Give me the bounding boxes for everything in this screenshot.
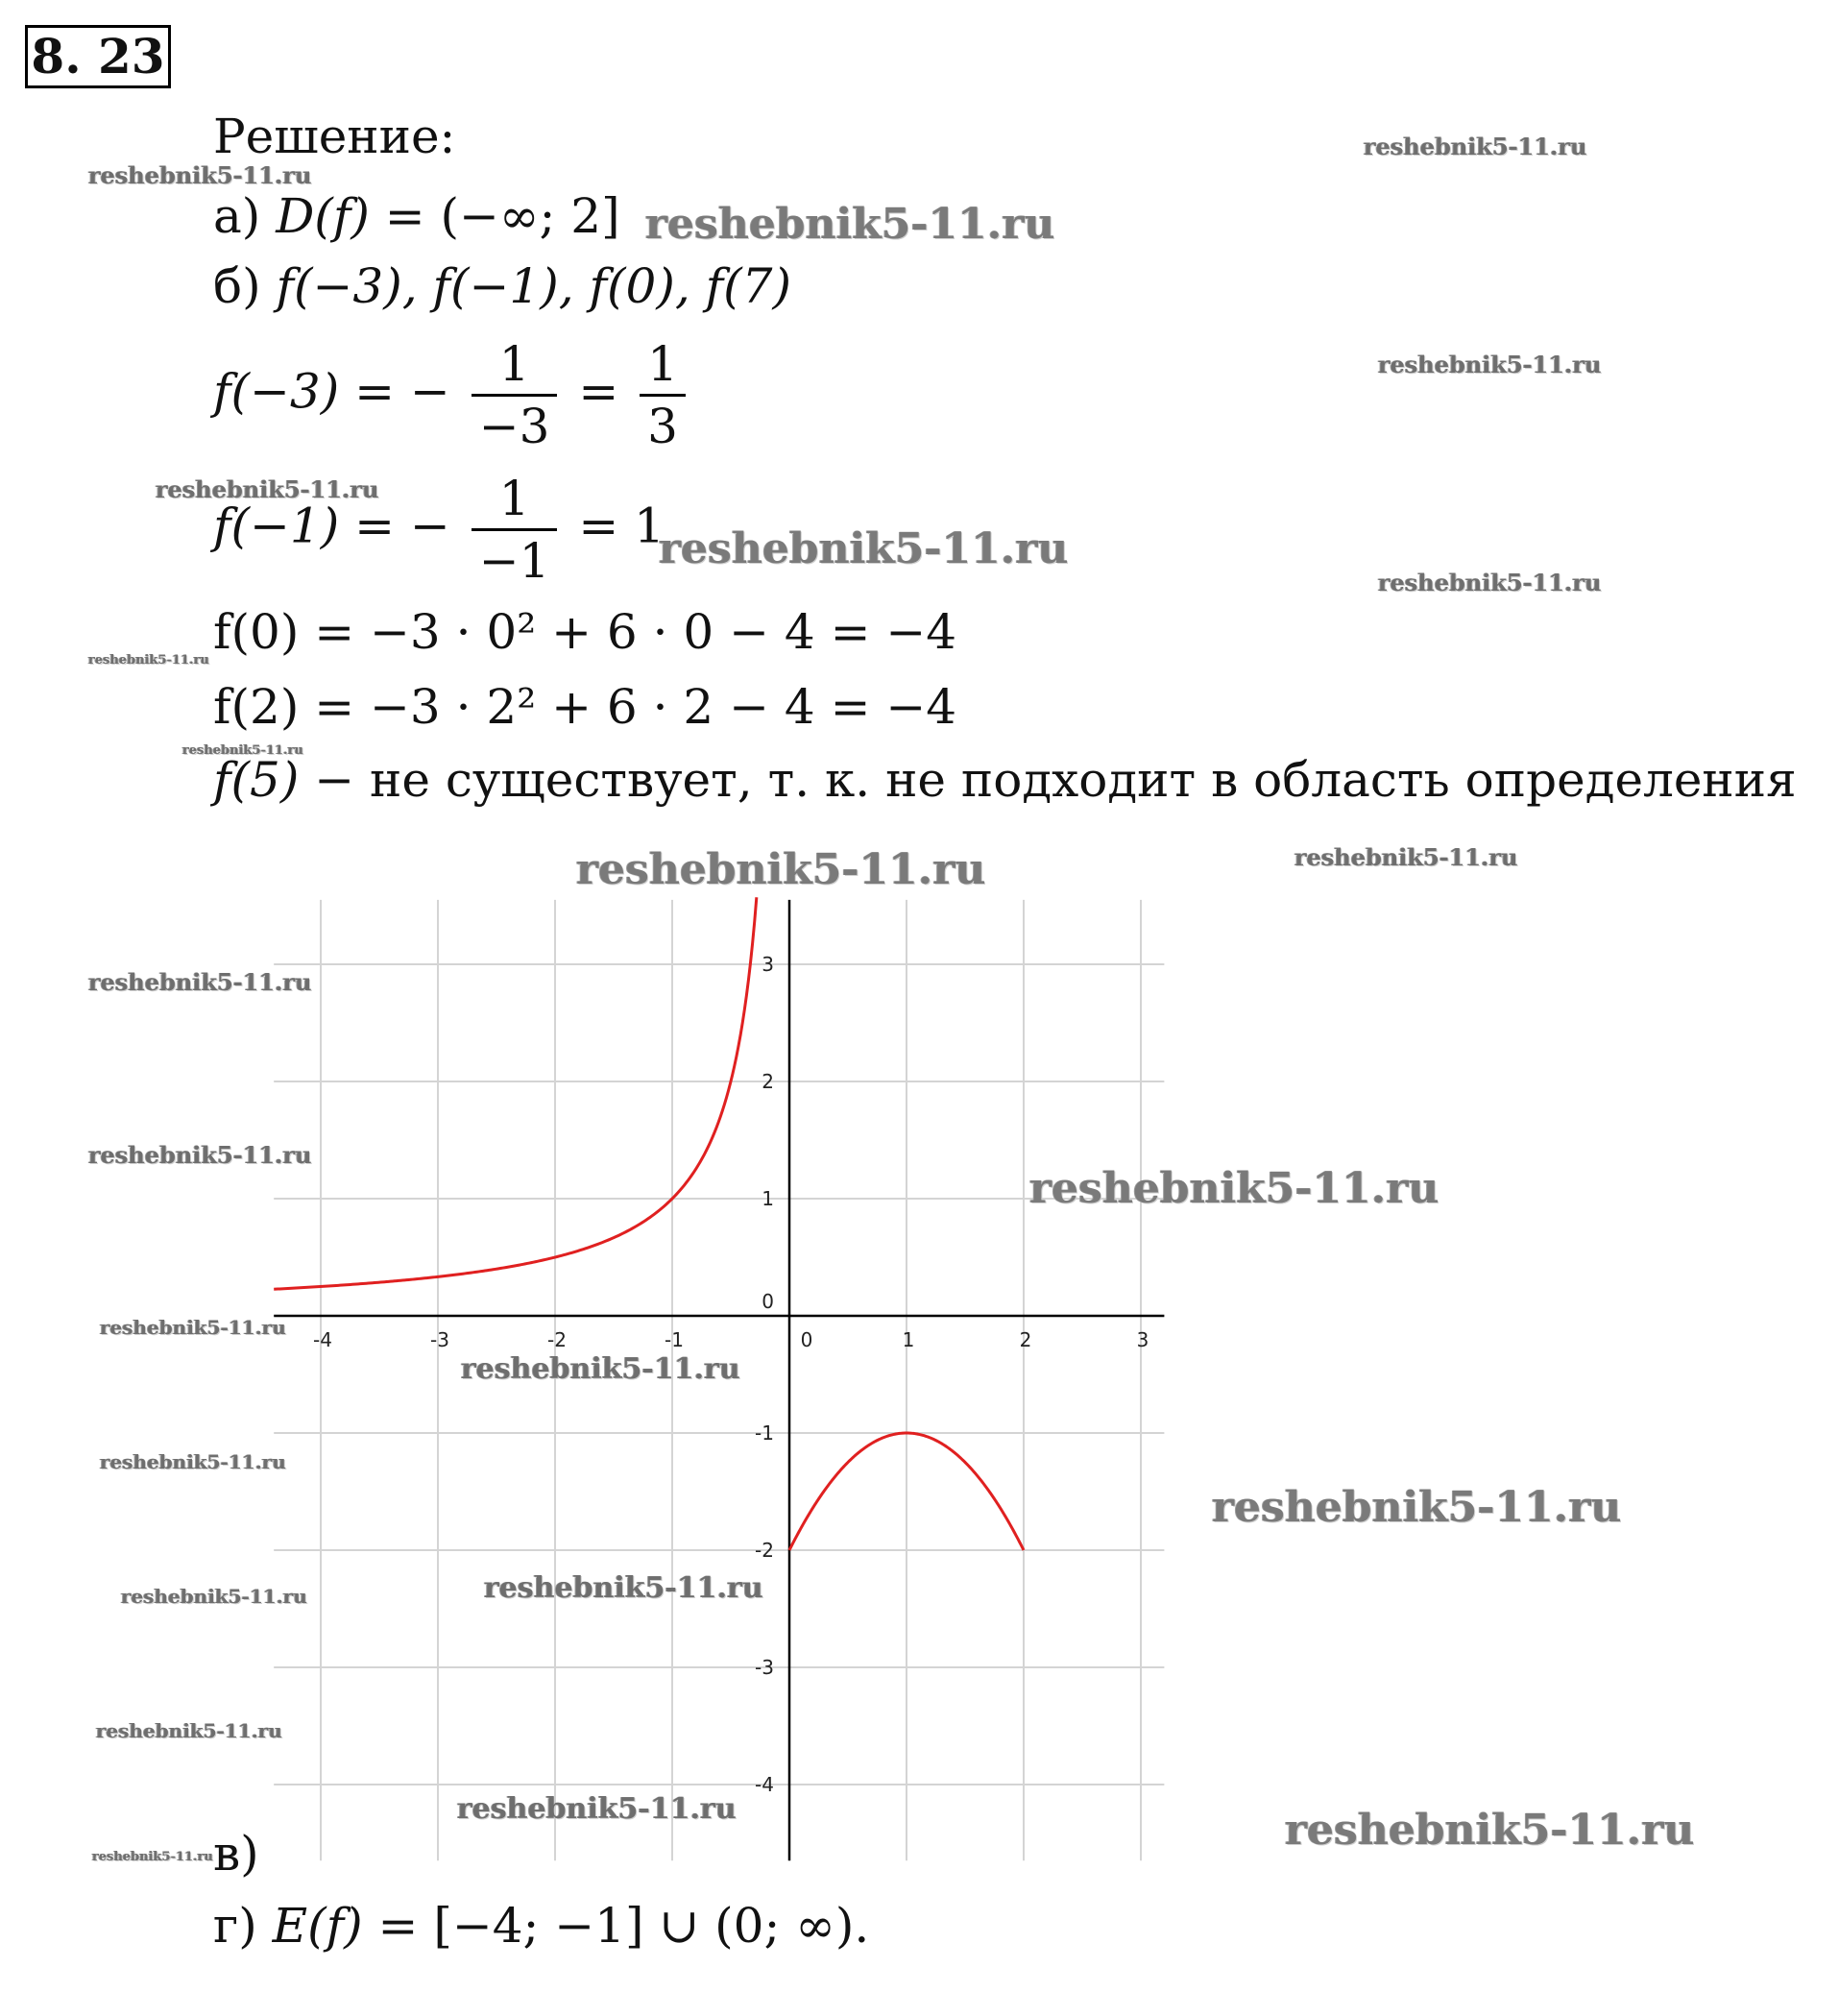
y-tick-label: -1 bbox=[755, 1421, 774, 1445]
watermark: reshebnik5-11.ru bbox=[96, 1719, 282, 1742]
solution-label: Решение: bbox=[213, 109, 456, 164]
x-tick-label: 3 bbox=[1136, 1328, 1149, 1351]
y-tick-label: 2 bbox=[762, 1070, 774, 1093]
watermark: reshebnik5-11.ru bbox=[100, 1450, 286, 1473]
y-tick-label: -2 bbox=[755, 1539, 774, 1562]
f-m3-lhs: f(−3) = − bbox=[213, 363, 450, 420]
y-tick-label: 3 bbox=[762, 953, 774, 976]
watermark: reshebnik5-11.ru bbox=[88, 1141, 312, 1169]
watermark: reshebnik5-11.ru bbox=[88, 161, 312, 189]
watermark: reshebnik5-11.ru bbox=[484, 1571, 763, 1605]
watermark: reshebnik5-11.ru bbox=[645, 200, 1055, 249]
x-tick-label: -3 bbox=[430, 1328, 449, 1351]
watermark: reshebnik5-11.ru bbox=[1378, 351, 1602, 378]
watermark: reshebnik5-11.ru bbox=[100, 1316, 286, 1339]
y-tick-label: -4 bbox=[755, 1773, 774, 1796]
x-tick-label: 0 bbox=[800, 1328, 813, 1351]
x-tick-label: 1 bbox=[902, 1328, 915, 1351]
watermark: reshebnik5-11.ru bbox=[1364, 133, 1587, 160]
watermark: reshebnik5-11.ru bbox=[1285, 1806, 1695, 1855]
line-g-rest: = [−4; −1] ∪ (0; ∞). bbox=[362, 1898, 870, 1954]
hyperbola-curve bbox=[274, 897, 757, 1289]
watermark: reshebnik5-11.ru bbox=[88, 653, 210, 668]
line-g-prefix: г) bbox=[213, 1898, 273, 1954]
watermark: reshebnik5-11.ru bbox=[457, 1792, 737, 1826]
line-a-prefix: а) bbox=[213, 188, 277, 244]
f-5-func: f(5) − bbox=[213, 752, 371, 808]
x-tick-label: 2 bbox=[1019, 1328, 1032, 1351]
watermark: reshebnik5-11.ru bbox=[88, 968, 312, 996]
f-5-text: не существует, т. к. не подходит в область определения bbox=[370, 752, 1797, 808]
line-g bbox=[213, 1897, 869, 1955]
x-tick-label: -2 bbox=[547, 1328, 567, 1351]
line-g-func: E(f) bbox=[272, 1898, 363, 1954]
watermark: reshebnik5-11.ru bbox=[461, 1352, 740, 1386]
y-tick-label: 1 bbox=[762, 1187, 774, 1210]
x-tick-label: -4 bbox=[313, 1328, 332, 1351]
line-b-prefix: б) bbox=[213, 258, 277, 314]
line-f-0: f(0) = −3 · 0² + 6 · 0 − 4 = −4 bbox=[213, 604, 957, 660]
watermark: reshebnik5-11.ru bbox=[1029, 1164, 1439, 1213]
watermark: reshebnik5-11.ru bbox=[576, 845, 986, 894]
watermark: reshebnik5-11.ru bbox=[156, 475, 379, 503]
f-m3-num2: 1 bbox=[640, 334, 686, 397]
watermark: reshebnik5-11.ru bbox=[1294, 843, 1518, 871]
watermark: reshebnik5-11.ru bbox=[121, 1585, 307, 1608]
watermark: reshebnik5-11.ru bbox=[1212, 1483, 1622, 1532]
line-a-func: D(f) bbox=[276, 188, 370, 244]
y-tick-label: -3 bbox=[755, 1656, 774, 1679]
line-v: в) bbox=[213, 1826, 259, 1882]
watermark: reshebnik5-11.ru bbox=[92, 1850, 214, 1864]
f-m3-den: −3 bbox=[478, 399, 550, 454]
x-tick-label: -1 bbox=[665, 1328, 684, 1351]
f-m1-rhs: = 1 bbox=[578, 498, 665, 554]
f-m1-den: −1 bbox=[478, 533, 550, 589]
f-m1-num: 1 bbox=[472, 469, 558, 531]
problem-number: 8. 23 bbox=[25, 25, 171, 88]
f-m1-lhs: f(−1) = − bbox=[213, 498, 450, 554]
f-m3-den2: 3 bbox=[647, 399, 678, 454]
line-f-2: f(2) = −3 · 2² + 6 · 2 − 4 = −4 bbox=[213, 679, 957, 735]
y-tick-label: 0 bbox=[762, 1290, 774, 1313]
watermark: reshebnik5-11.ru bbox=[659, 524, 1069, 573]
watermark: reshebnik5-11.ru bbox=[182, 743, 304, 758]
watermark: reshebnik5-11.ru bbox=[1378, 569, 1602, 596]
f-m3-num: 1 bbox=[472, 334, 558, 397]
line-a-rest: = (−∞; 2] bbox=[369, 188, 620, 244]
f-m3-mid: = bbox=[578, 363, 635, 420]
line-b-text: f(−3), f(−1), f(0), f(7) bbox=[276, 258, 791, 314]
curves bbox=[274, 897, 1024, 1550]
